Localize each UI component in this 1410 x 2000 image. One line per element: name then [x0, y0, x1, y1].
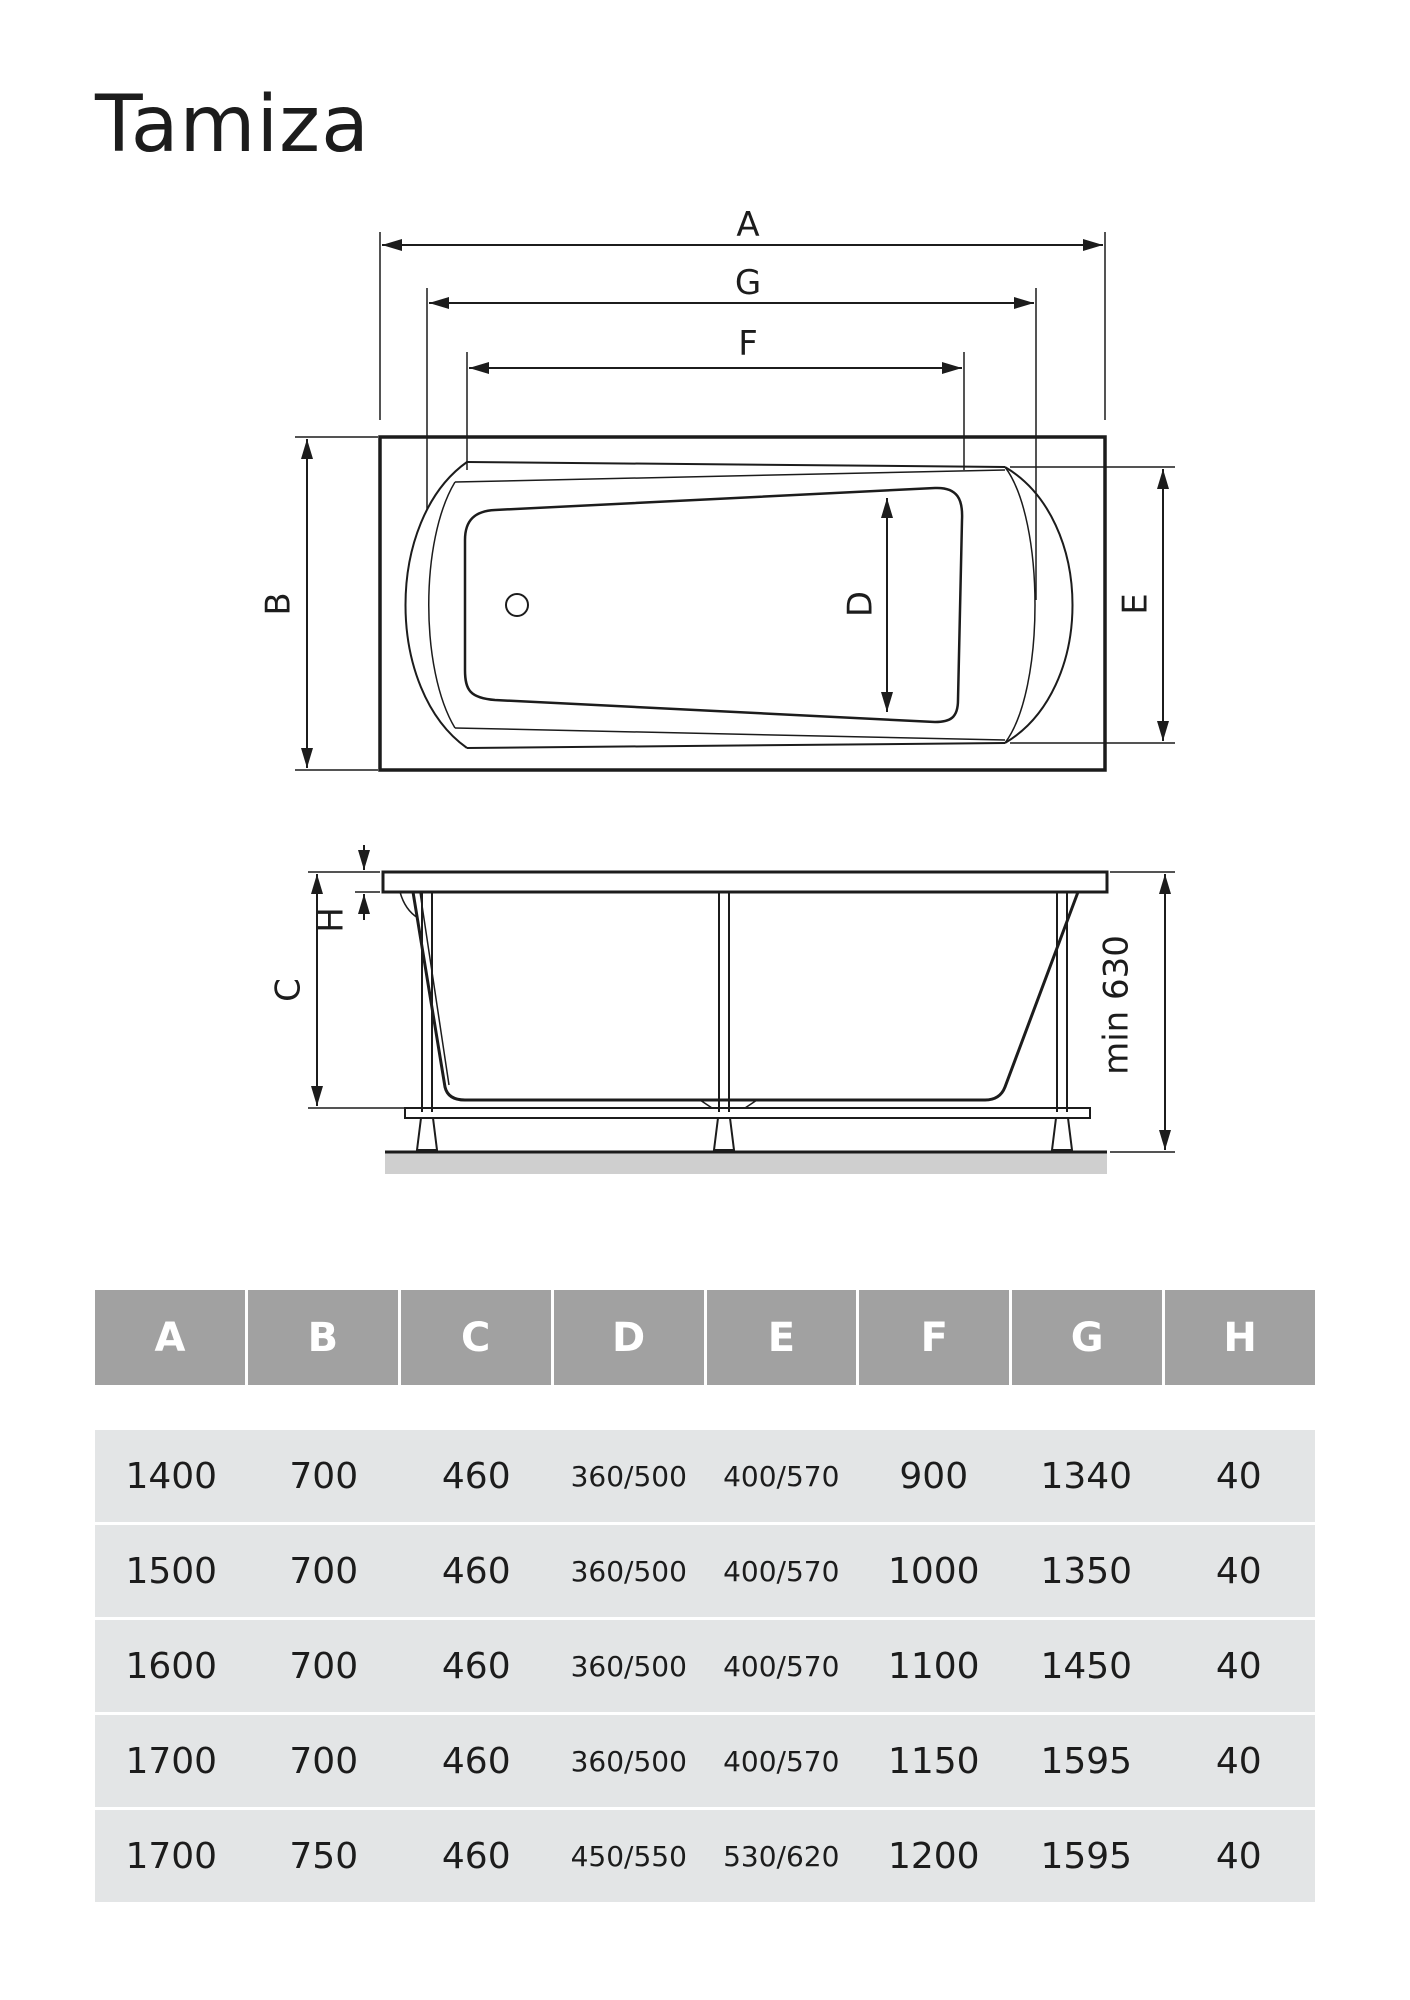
table-cell: 1150 — [887, 1740, 980, 1782]
table-cell: 750 — [289, 1835, 359, 1877]
table-header — [95, 1290, 1315, 1385]
table-cell: 450/550 — [570, 1839, 687, 1873]
table-cell: 1400 — [125, 1455, 218, 1497]
label-a: A — [736, 205, 760, 245]
table-cell: 360/500 — [570, 1744, 687, 1778]
top-view — [295, 232, 1175, 770]
table-cell: 1450 — [1040, 1645, 1133, 1687]
table-cell: 360/500 — [570, 1459, 687, 1493]
label-d: D — [840, 590, 881, 618]
table-cell: 900 — [899, 1455, 969, 1497]
label-g: G — [734, 263, 762, 303]
table-cell: 460 — [441, 1740, 511, 1782]
table-row — [95, 1430, 1315, 1522]
table-cell: 40 — [1215, 1645, 1262, 1687]
table-cell: 1595 — [1040, 1740, 1133, 1782]
label-h: H — [311, 907, 352, 933]
table-cell: 460 — [441, 1835, 511, 1877]
table-cell: 1500 — [125, 1550, 218, 1592]
table-cell: 400/570 — [723, 1459, 840, 1493]
table-cell: 1100 — [887, 1645, 980, 1687]
table-cell: 460 — [441, 1455, 511, 1497]
side-rim — [383, 872, 1107, 892]
table-cell: 700 — [289, 1455, 359, 1497]
side-shell — [413, 892, 1078, 1100]
table-cell: 700 — [289, 1740, 359, 1782]
label-e: E — [1115, 593, 1156, 615]
table-row — [95, 1715, 1315, 1807]
header-cell-e: E — [707, 1290, 857, 1385]
table-cell: 1600 — [125, 1645, 218, 1687]
table-cell: 400/570 — [723, 1744, 840, 1778]
table-cell: 700 — [289, 1645, 359, 1687]
header-cell-h: H — [1165, 1290, 1315, 1385]
tub-outline — [380, 437, 1105, 770]
table-cell: 1595 — [1040, 1835, 1133, 1877]
table-cell: 1340 — [1040, 1455, 1133, 1497]
drain-icon — [506, 594, 528, 616]
table-row — [95, 1620, 1315, 1712]
header-cell-c: C — [401, 1290, 551, 1385]
page-title: Tamiza — [95, 80, 370, 170]
table-cell: 460 — [441, 1645, 511, 1687]
table-cell: 400/570 — [723, 1554, 840, 1588]
header-cell-b: B — [248, 1290, 398, 1385]
table-cell: 1700 — [125, 1740, 218, 1782]
table-cell: 360/500 — [570, 1554, 687, 1588]
table-row — [95, 1525, 1315, 1617]
table-cell: 1200 — [887, 1835, 980, 1877]
dimensions-table — [95, 1290, 1315, 1905]
header-cell-a: A — [95, 1290, 245, 1385]
table-cell: 360/500 — [570, 1649, 687, 1683]
label-b: B — [258, 592, 299, 616]
table-cell: 700 — [289, 1550, 359, 1592]
table-row — [95, 1810, 1315, 1902]
side-view — [308, 845, 1175, 1174]
label-f: F — [738, 324, 758, 364]
table-cell: 40 — [1215, 1550, 1262, 1592]
table-cell: 530/620 — [723, 1839, 840, 1873]
table-cell: 40 — [1215, 1835, 1262, 1877]
label-min-height: min 630 — [1096, 935, 1137, 1075]
table-cell: 40 — [1215, 1740, 1262, 1782]
table-cell: 400/570 — [723, 1649, 840, 1683]
header-cell-f: F — [859, 1290, 1009, 1385]
table-cell: 1000 — [887, 1550, 980, 1592]
header-cell-d: D — [554, 1290, 704, 1385]
table-cell: 460 — [441, 1550, 511, 1592]
table-cell: 1350 — [1040, 1550, 1133, 1592]
table-cell: 40 — [1215, 1455, 1262, 1497]
floor — [385, 1152, 1107, 1174]
label-c: C — [268, 978, 309, 1002]
table-cell: 1700 — [125, 1835, 218, 1877]
header-cell-g: G — [1012, 1290, 1162, 1385]
